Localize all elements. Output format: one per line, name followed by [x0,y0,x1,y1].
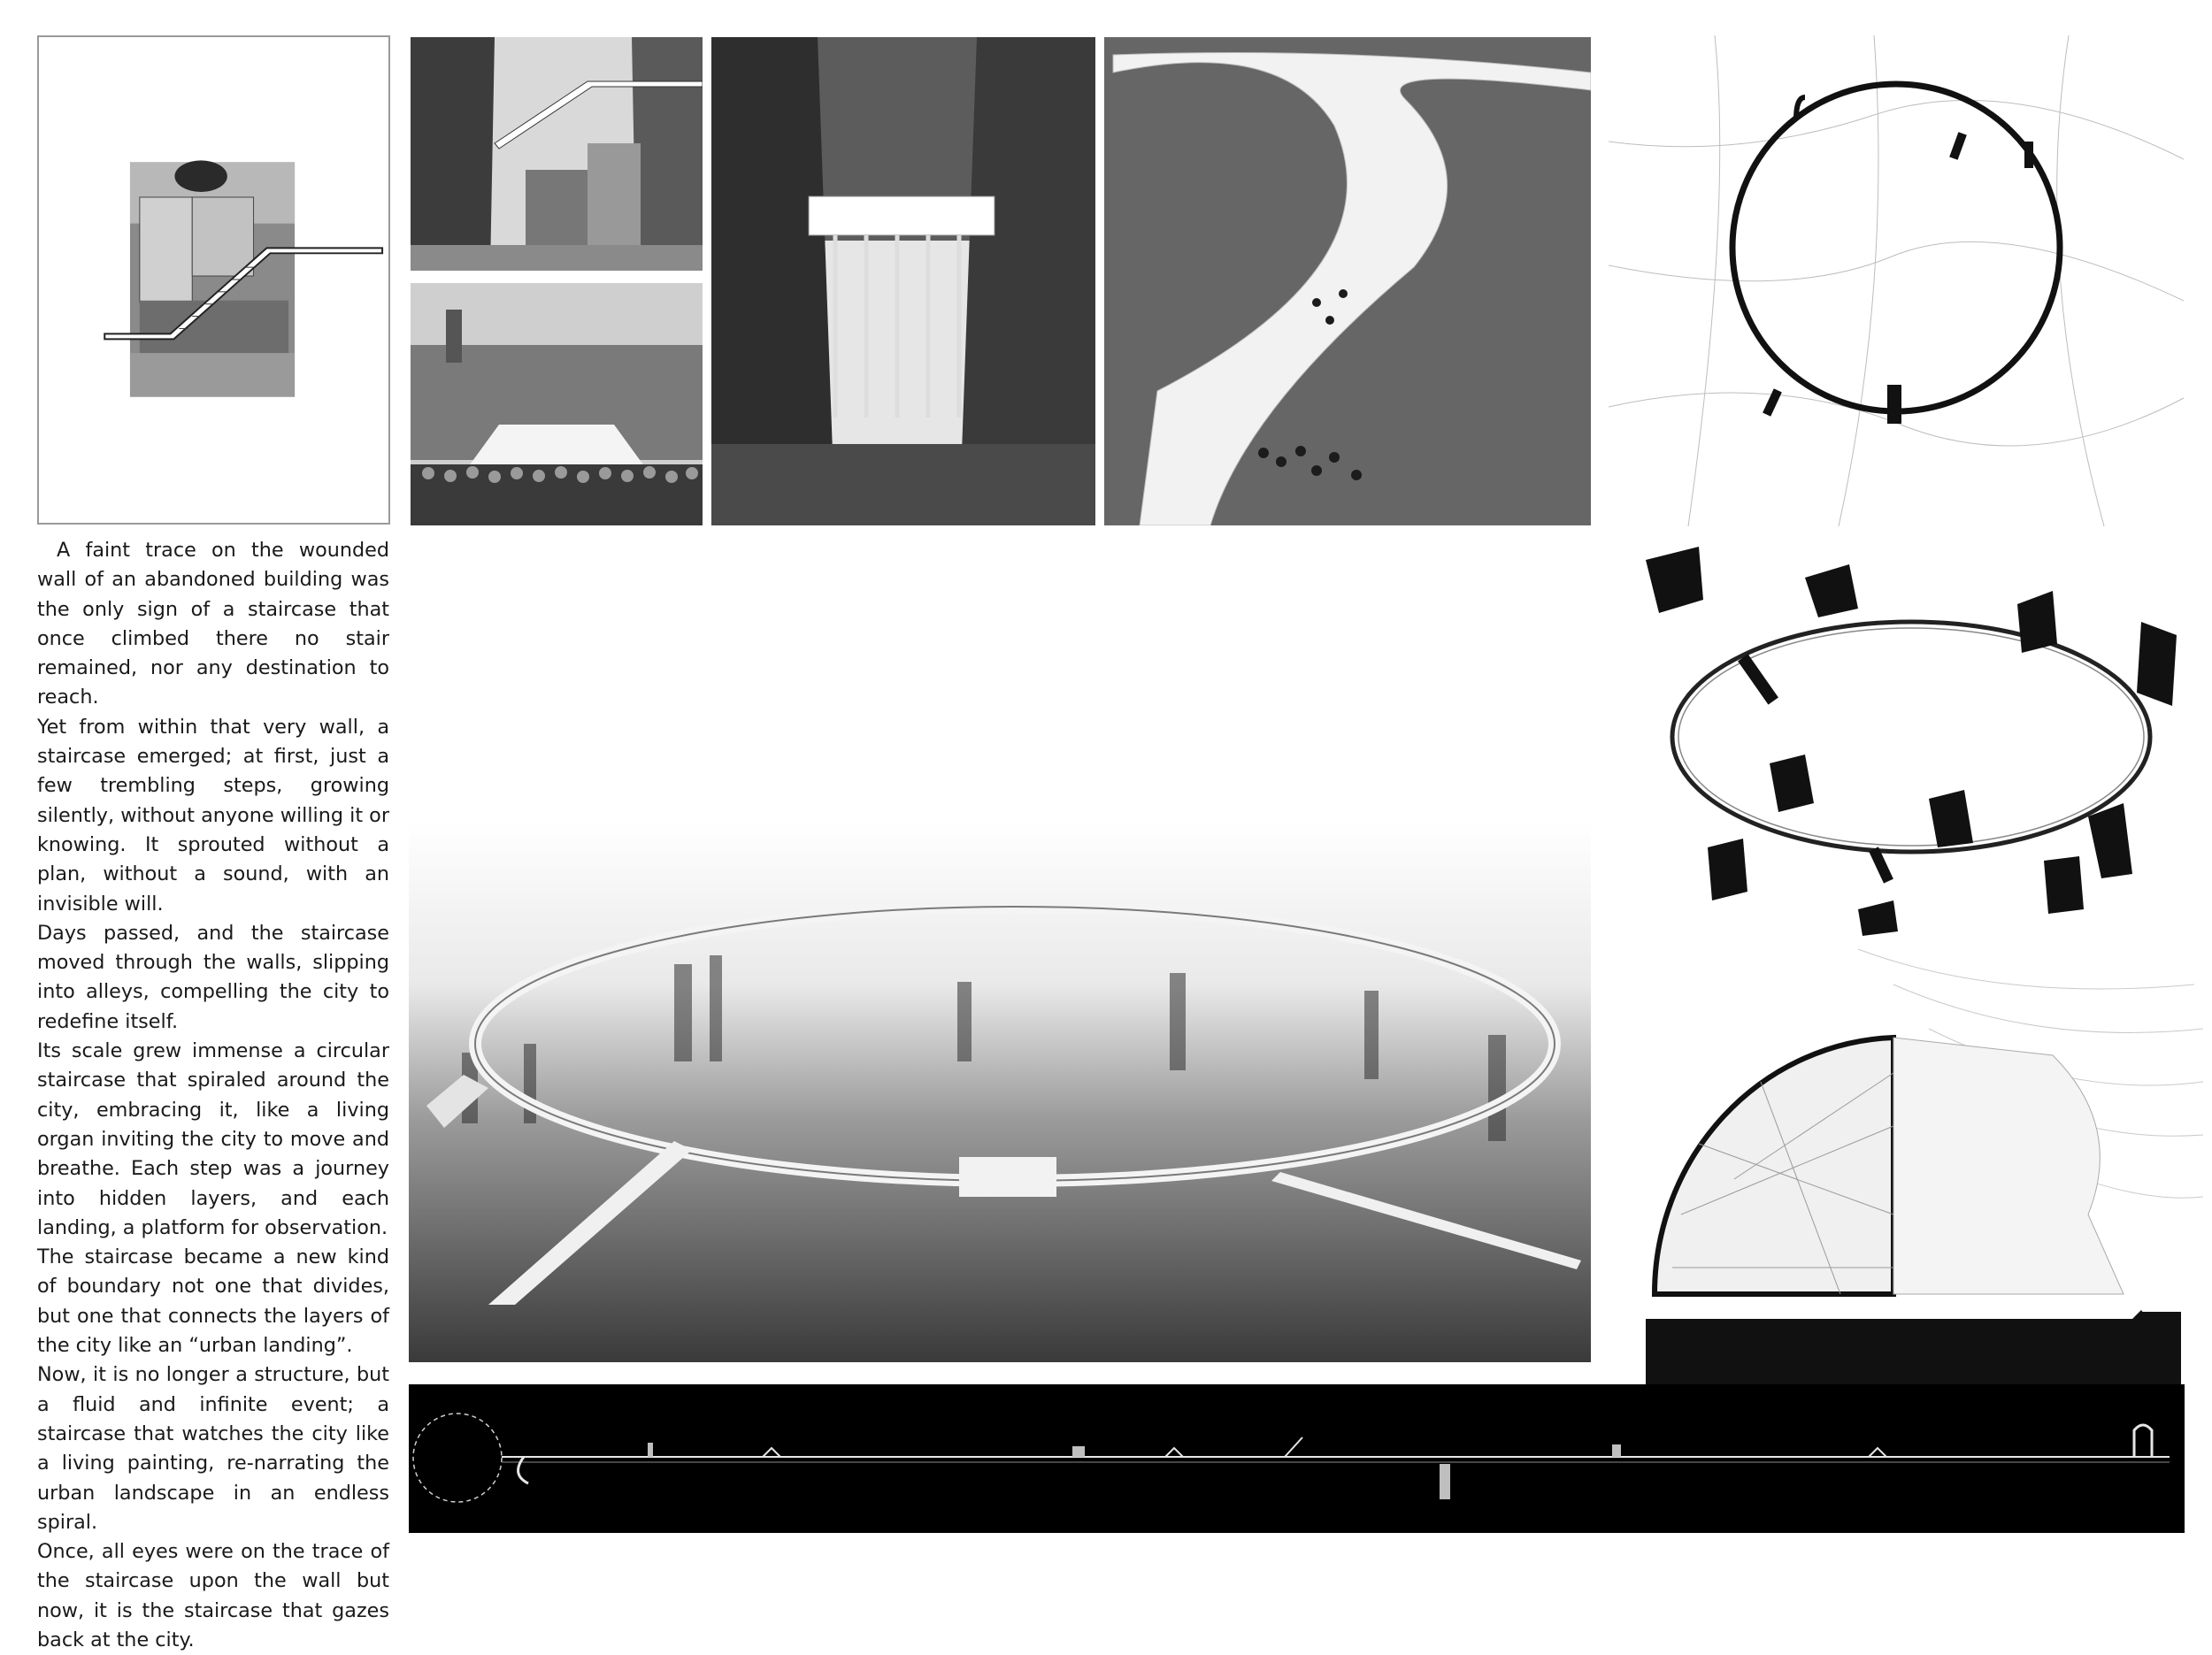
aerial-render [409,823,1591,1362]
winding-stair-image [1104,37,1591,525]
dome-map [1628,949,2203,1391]
story-paragraph: Yet from within that very wall, a staircase emerged; at first, just a few trembling steps, growing silently, without anyone willing it or knowing. It sprouted without a plan, without a sound, with an invisible will. [37,715,389,916]
story-paragraph: The staircase became a new kind of boundary not one that divides, but one that connects the layers of the city like an “urban landing”. [37,1245,389,1358]
story-text [37,536,389,1655]
story-paragraph: Once, all eyes were on the trace of the staircase upon the wall but now, it is the staircase that gazes back at the city. [37,1540,389,1651]
street-gate-image [711,37,1095,525]
wall-staircase-image [39,37,388,523]
long-section-drawing [409,1384,2185,1533]
dome-map-drawing [1628,949,2203,1391]
circular-map [1609,35,2184,526]
wall-collage-frame [37,35,390,525]
winding-stair-photo [1104,37,1591,525]
story-paragraph: Now, it is no longer a structure, but a fluid and infinite event; a staircase that watches the city like a living painting, re-narrating the urban landscape in an endless spiral. [37,1363,389,1534]
oval-plan [1628,538,2194,936]
street-photo-1 [411,37,703,271]
crowd-city-image [411,283,703,525]
street-photo-2 [711,37,1095,525]
street-staircase-image [411,37,703,271]
long-section [409,1384,2185,1533]
story-paragraph: Days passed, and the staircase moved through the walls, slipping into alleys, compelling the city to redefine itself. [37,921,389,1033]
story-paragraph: Its scale grew immense a circular staircase that spiraled around the city, embracing it, like a living organ inviting the city to move and breathe. Each step was a journey into hidden layers, and each landing, a platform for observation. [37,1039,389,1239]
story-paragraph: A faint trace on the wounded wall of an abandoned building was the only sign of a staircase that once climbed there no stair remained, nor any destination to reach. [37,539,389,709]
oval-plan-drawing [1628,538,2194,936]
crowd-photo [411,283,703,525]
aerial-ring-image [409,823,1591,1362]
circular-map-drawing [1609,35,2184,526]
